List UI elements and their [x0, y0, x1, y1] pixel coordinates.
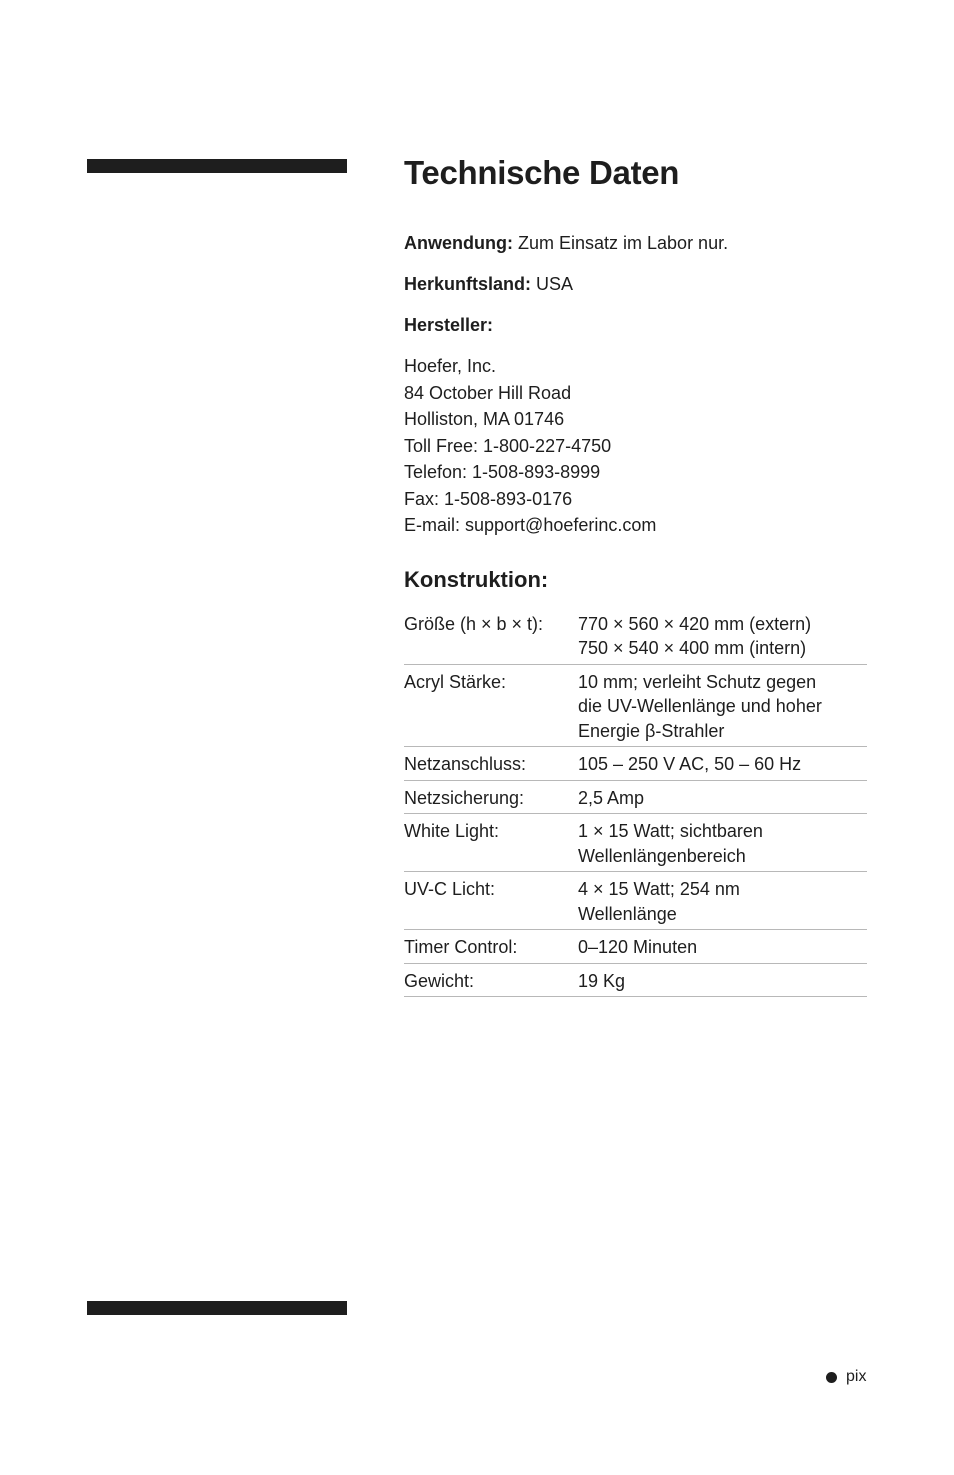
- address-line: Telefon: 1-508-893-8999: [404, 462, 601, 482]
- top-decorative-bar: [87, 159, 347, 173]
- spec-row: [404, 872, 867, 930]
- anwendung-field: [404, 230, 868, 256]
- spec-value: [578, 747, 867, 781]
- spec-label: Acryl Stärke:: [404, 664, 578, 747]
- spec-value-line: 770 × 560 × 420 mm (extern): [578, 613, 812, 634]
- spec-value-line: Wellenlängenbereich: [578, 845, 746, 866]
- spec-label: Größe (h × b × t):: [404, 607, 578, 665]
- spec-value-line: 19 Kg: [578, 970, 626, 991]
- page-footer: [826, 1366, 866, 1388]
- spec-label: White Light:: [404, 814, 578, 872]
- spec-value-line: Wellenlänge: [578, 903, 677, 924]
- spec-value: [578, 872, 867, 930]
- bottom-decorative-bar: [87, 1301, 347, 1315]
- hersteller-label: Hersteller:: [404, 315, 494, 335]
- herkunft-field: [404, 271, 868, 297]
- page-title: Technische Daten: [404, 154, 680, 191]
- address-line: E-mail: support@hoeferinc.com: [404, 515, 657, 535]
- herkunft-value: USA: [536, 274, 574, 294]
- spec-row: [404, 664, 867, 747]
- address-line: Hoefer, Inc.: [404, 356, 497, 376]
- spec-value: [578, 664, 867, 747]
- spec-value-line: Energie β-Strahler: [578, 720, 725, 741]
- spec-value-line: die UV-Wellenlänge und hoher: [578, 696, 822, 716]
- spec-value: [578, 607, 867, 665]
- spec-row: [404, 780, 867, 814]
- construction-table: [404, 607, 867, 998]
- spec-label: Netzsicherung:: [404, 780, 578, 814]
- manufacturer-address: [404, 353, 868, 539]
- address-line: Fax: 1-508-893-0176: [404, 488, 573, 509]
- spec-label: Timer Control:: [404, 930, 578, 964]
- address-line: Holliston, MA 01746: [404, 409, 565, 429]
- spec-row: [404, 930, 867, 964]
- spec-value-line: 105 – 250 V AC, 50 – 60 Hz: [578, 754, 802, 774]
- spec-label: UV-C Licht:: [404, 872, 578, 930]
- address-line: 84 October Hill Road: [404, 382, 572, 403]
- spec-value: [578, 780, 867, 814]
- page-label: pix: [846, 1368, 867, 1385]
- main-content: [404, 150, 868, 997]
- spec-label: Netzanschluss:: [404, 747, 578, 781]
- spec-value-line: 2,5 Amp: [578, 787, 645, 808]
- hersteller-field: [404, 312, 868, 338]
- spec-value: [578, 814, 867, 872]
- spec-value-line: 10 mm; verleiht Schutz gegen: [578, 671, 817, 692]
- spec-value-line: 1 × 15 Watt; sichtbaren: [578, 821, 763, 841]
- spec-value-line: 0–120 Minuten: [578, 937, 698, 957]
- bullet-icon: [826, 1372, 837, 1383]
- spec-value-line: 750 × 540 × 400 mm (intern): [578, 638, 807, 658]
- spec-row: [404, 747, 867, 781]
- spec-row: [404, 963, 867, 997]
- anwendung-value: Zum Einsatz im Labor nur.: [518, 233, 729, 253]
- construction-heading: Konstruktion:: [404, 566, 549, 592]
- spec-value: [578, 930, 867, 964]
- spec-row: [404, 814, 867, 872]
- spec-value: [578, 963, 867, 997]
- anwendung-label: Anwendung:: [404, 233, 513, 253]
- address-line: Toll Free: 1-800-227-4750: [404, 435, 612, 456]
- spec-value-line: 4 × 15 Watt; 254 nm: [578, 879, 740, 899]
- spec-row: [404, 607, 867, 665]
- spec-label: Gewicht:: [404, 963, 578, 997]
- herkunft-label: Herkunftsland:: [404, 274, 532, 294]
